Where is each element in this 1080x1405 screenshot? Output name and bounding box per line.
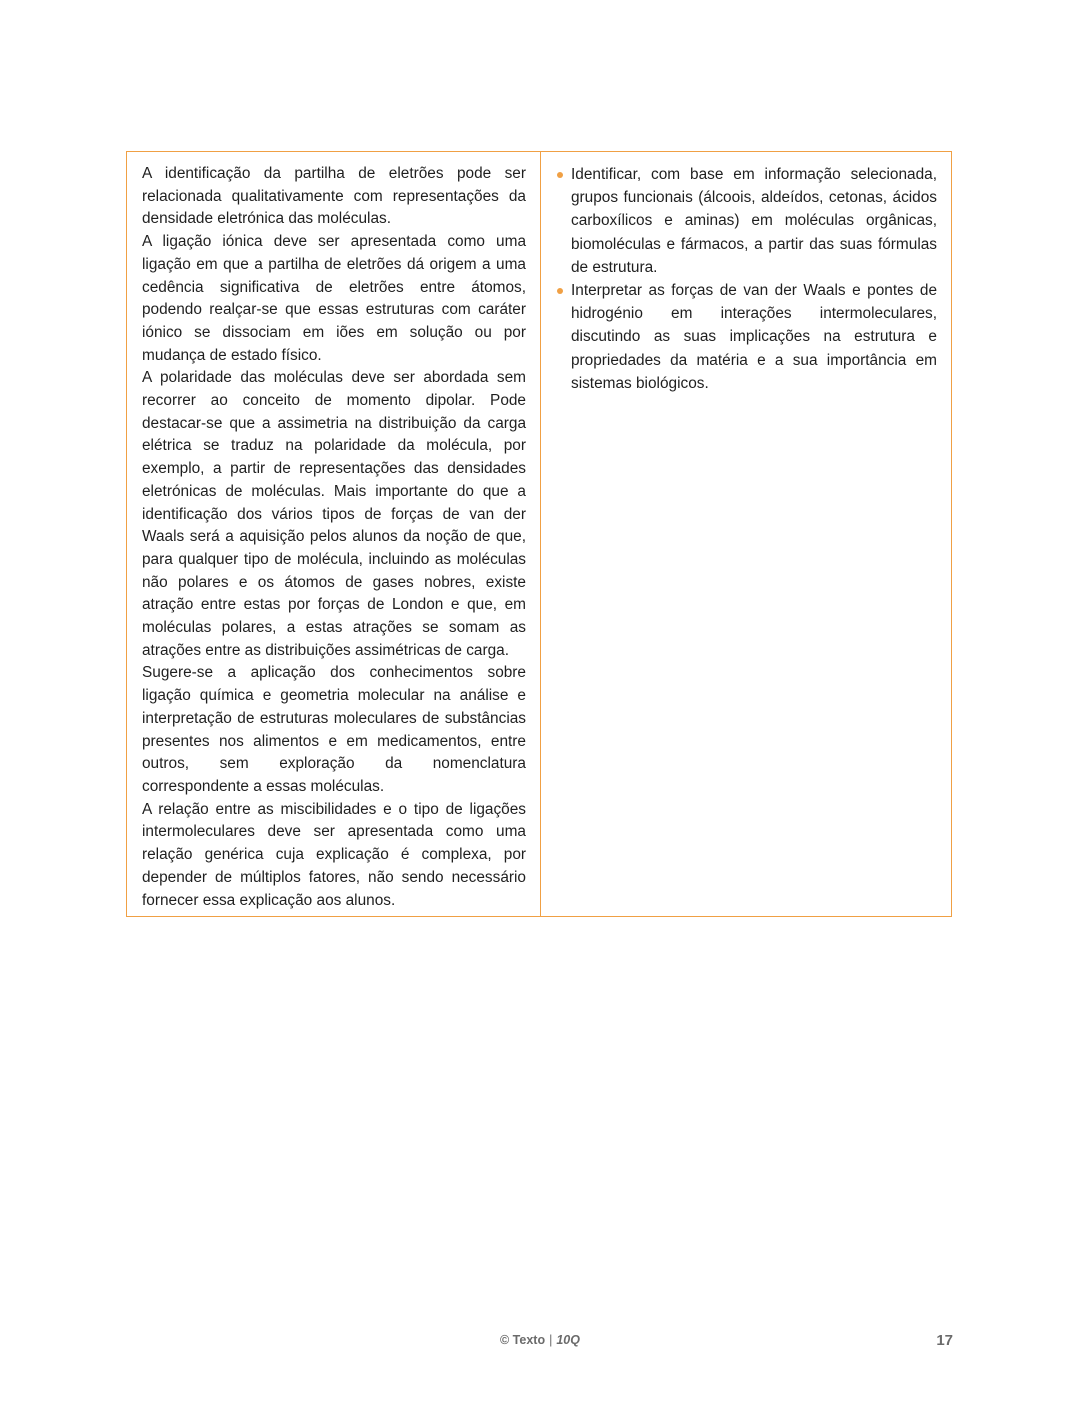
content-table xyxy=(126,151,952,917)
footer-copyright: © Texto xyxy=(500,1333,546,1347)
table-right-column xyxy=(541,152,951,916)
objectives-list xyxy=(555,163,937,395)
left-paragraph-3: A polaridade das moléculas deve ser abordada sem recorrer ao conceito de momento dipolar. Pode destacar-se que a assimetria na distribuição da carga elétrica se traduz na polaridade da molécula, por exemplo, a partir de representações das densidades eletrónicas de moléculas. Mais importante do que a identificação dos vários tipos de forças de van der Waals será a aquisição pelos alunos da noção de que, para qualquer tipo de molécula, incluindo as moléculas não polares e os átomos de gases nobres, existe atração entre estas por forças de London e que, em moléculas polares, a estas atrações se somam as atrações entre as distribuições assimétricas de carga. xyxy=(142,369,526,659)
page-number: 17 xyxy=(936,1332,953,1349)
bullet-dot-icon xyxy=(557,172,563,178)
list-item-text: Interpretar as forças de van der Waals e pontes de hidrogénio em interações intermoleculares, discutindo as suas implicações na estrutura e propriedades da matéria e a sua importância em sistemas biológicos. xyxy=(571,282,937,392)
list-item xyxy=(555,279,937,395)
bullet-dot-icon xyxy=(557,288,563,294)
left-paragraph-4: Sugere-se a aplicação dos conhecimentos sobre ligação química e geometria molecular na análise e interpretação de estruturas moleculares de substâncias presentes nos alimentos e em medicamentos, entre outros, sem exploração da nomenclatura correspondente a essas moléculas. xyxy=(142,664,526,795)
left-paragraph-1: A identificação da partilha de eletrões pode ser relacionada qualitativamente com representações da densidade eletrónica das moléculas. xyxy=(142,165,526,228)
left-paragraph-2: A ligação iónica deve ser apresentada como uma ligação em que a partilha de eletrões dá origem a uma cedência significativa de eletrões entre átomos, podendo realçar-se que essas estruturas com caráter iónico se dissociam em iões em solução ou por mudança de estado físico. xyxy=(142,233,526,364)
page-footer xyxy=(0,1333,1080,1347)
table-left-column xyxy=(127,152,541,916)
left-paragraph-5: A relação entre as miscibilidades e o tipo de ligações intermoleculares deve ser apresentada como uma relação genérica cuja explicação é complexa, por depender de múltiplos fatores, não sendo necessário fornecer essa explicação aos alunos. xyxy=(142,800,526,909)
footer-separator: | xyxy=(549,1333,553,1347)
list-item xyxy=(555,163,937,279)
list-item-text: Identificar, com base em informação selecionada, grupos funcionais (álcoois, aldeídos, cetonas, ácidos carboxílicos e aminas) em moléculas orgânicas, biomoléculas e fármacos, a partir das suas fórmulas de estrutura. xyxy=(571,166,937,276)
footer-code: 10Q xyxy=(556,1333,580,1347)
